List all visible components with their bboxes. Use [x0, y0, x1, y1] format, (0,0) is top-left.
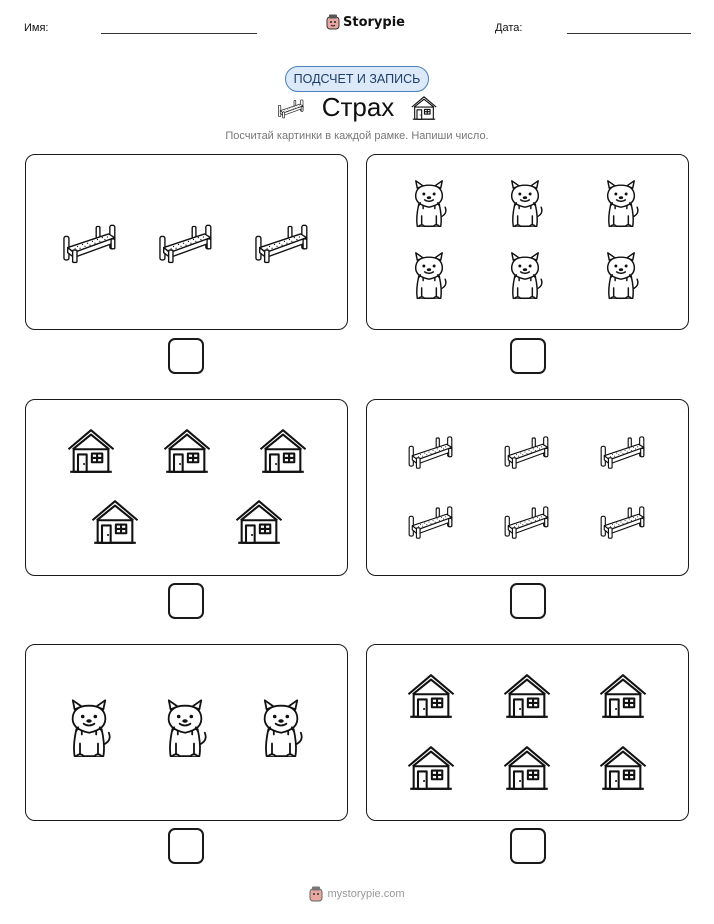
- house-icon: [89, 497, 141, 547]
- counting-frame-1: [25, 154, 348, 330]
- house-icon: [597, 743, 649, 793]
- bed-icon: [501, 430, 553, 472]
- house-icon: [257, 426, 309, 476]
- dog-icon: [62, 697, 116, 763]
- bed-icon: [59, 215, 121, 269]
- brand-logo: [326, 14, 405, 30]
- mascot-icon: [326, 14, 340, 30]
- title-row: [0, 92, 714, 123]
- answer-box-4[interactable]: [510, 583, 546, 619]
- house-icon: [597, 671, 649, 721]
- bed-icon: [597, 430, 649, 472]
- counting-frame-2: [366, 154, 689, 330]
- house-icon: [405, 743, 457, 793]
- date-label: Дата:: [495, 22, 523, 34]
- counting-frame-3: [25, 399, 348, 576]
- counting-frame-6: [366, 644, 689, 821]
- answer-box-3[interactable]: [168, 583, 204, 619]
- house-icon: [410, 93, 438, 123]
- counting-frame-4: [366, 399, 689, 576]
- answer-box-1[interactable]: [168, 338, 204, 374]
- bed-icon: [251, 215, 313, 269]
- instructions: Посчитай картинки в каждой рамке. Напиши число.: [225, 130, 489, 142]
- mascot-icon: [309, 886, 323, 902]
- bed-icon: [155, 215, 217, 269]
- answer-box-2[interactable]: [510, 338, 546, 374]
- dog-icon: [599, 179, 643, 231]
- dog-icon: [407, 251, 451, 303]
- name-label: Имя:: [24, 22, 49, 34]
- dog-icon: [158, 697, 212, 763]
- bed-icon: [276, 95, 306, 121]
- dog-icon: [503, 179, 547, 231]
- footer: [0, 886, 714, 902]
- counting-frame-5: [25, 644, 348, 821]
- date-line[interactable]: [567, 33, 691, 34]
- answer-box-5[interactable]: [168, 828, 204, 864]
- house-icon: [405, 671, 457, 721]
- bed-icon: [405, 430, 457, 472]
- page-title: Страх: [321, 92, 395, 122]
- name-line[interactable]: [101, 33, 257, 34]
- bed-icon: [405, 500, 457, 542]
- bed-icon: [501, 500, 553, 542]
- activity-badge: ПОДСЧЕТ И ЗАПИСЬ: [285, 66, 429, 92]
- bed-icon: [597, 500, 649, 542]
- brand-name: Storypie: [343, 14, 405, 30]
- house-icon: [161, 426, 213, 476]
- house-icon: [65, 426, 117, 476]
- house-icon: [501, 671, 553, 721]
- dog-icon: [599, 251, 643, 303]
- dog-icon: [407, 179, 451, 231]
- house-icon: [501, 743, 553, 793]
- dog-icon: [254, 697, 308, 763]
- dog-icon: [503, 251, 547, 303]
- footer-site: mystorypie.com: [327, 888, 405, 900]
- house-icon: [233, 497, 285, 547]
- answer-box-6[interactable]: [510, 828, 546, 864]
